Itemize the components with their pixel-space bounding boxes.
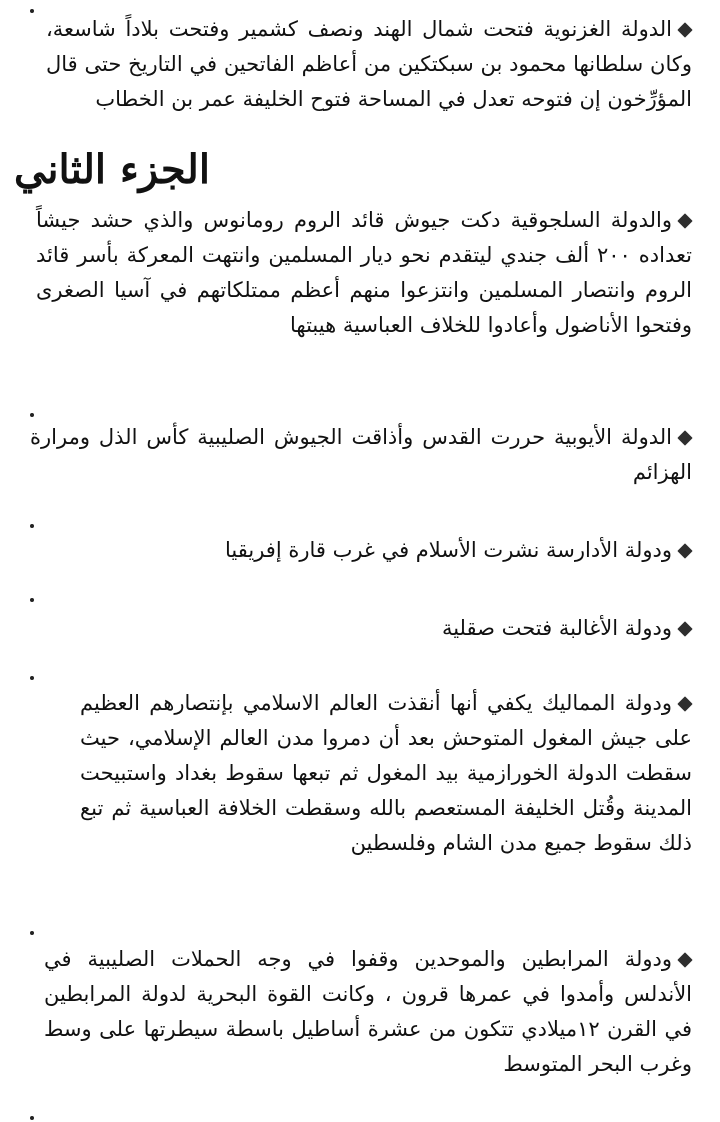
diamond-bullet-icon — [677, 621, 692, 636]
paragraph-almoravid — [44, 942, 692, 1082]
paragraph-text: الدولة الأيوبية حررت القدس وأذاقت الجيوش الصليبية كأس الذل ومرارة الهزائم — [30, 425, 692, 484]
paragraph-text: الدولة الغزنوية فتحت شمال الهند ونصف كشمير وفتحت بلاداً شاسعة، وكان سلطانها محمود بن سبكتكين من أعاظم الفاتحين في التاريخ حتى قال المؤرِّخون إن فتوحه تعدل في المساحة فتوح الخليفة عمر بن الخطاب — [46, 17, 692, 111]
paragraph-ghaznavid — [46, 12, 692, 117]
separator-dot — [30, 1116, 34, 1120]
paragraph-aghlabid — [30, 611, 692, 646]
diamond-bullet-icon — [677, 430, 692, 445]
part-heading: الجزء الثاني — [14, 146, 210, 193]
paragraph-ayyubid — [30, 420, 692, 490]
paragraph-text: والدولة السلجوقية دكت جيوش قائد الروم رومانوس والذي حشد جيشاً تعداده ٢٠٠ ألف جندي ليتقدم نحو ديار المسلمين وانتهت المعركة بأسر قائد الروم وانتصار المسلمين وانتزعوا منهم أعظم ممتلكاتهم في آسيا الصغرى وفتحوا الأناضول وأعادوا للخلاف العباسية هيبتها — [36, 208, 692, 337]
paragraph-mamluk — [80, 686, 692, 861]
paragraph-text: ودولة المرابطين والموحدين وقفوا في وجه الحملات الصليبية في الأندلس وأمدوا في عمرها قرون ، وكانت القوة البحرية لدولة المرابطين في القرن ١٢ميلادي تتكون من عشرة أساطيل باسطة سيطرتها على وسط وغرب البحر المتوسط — [44, 947, 692, 1076]
separator-dot — [30, 676, 34, 680]
diamond-bullet-icon — [677, 952, 692, 967]
separator-dot — [30, 931, 34, 935]
separator-dot — [30, 9, 34, 13]
separator-dot — [30, 524, 34, 528]
separator-dot — [30, 413, 34, 417]
paragraph-text: ودولة المماليك يكفي أنها أنقذت العالم الاسلامي بإنتصارهم العظيم على جيش المغول المتوحش بعد أن دمروا مدن العالم الإسلامي، حيث سقطت الدولة الخورازمية بيد المغول ثم تبعها سقوط بغداد واستبيحت المدينة وقُتل الخليفة المستعصم بالله وسقطت الخلافة العباسية ثم تبع ذلك سقوط جميع مدن الشام وفلسطين — [80, 691, 692, 855]
paragraph-text: ودولة الأغالبة فتحت صقلية — [441, 616, 672, 640]
diamond-bullet-icon — [677, 213, 692, 228]
diamond-bullet-icon — [677, 696, 692, 711]
diamond-bullet-icon — [677, 22, 692, 37]
paragraph-seljuk — [36, 203, 692, 343]
paragraph-text: ودولة الأدارسة نشرت الأسلام في غرب قارة إفريقيا — [224, 538, 672, 562]
separator-dot — [30, 598, 34, 602]
paragraph-idrisid — [30, 533, 692, 568]
diamond-bullet-icon — [677, 543, 692, 558]
